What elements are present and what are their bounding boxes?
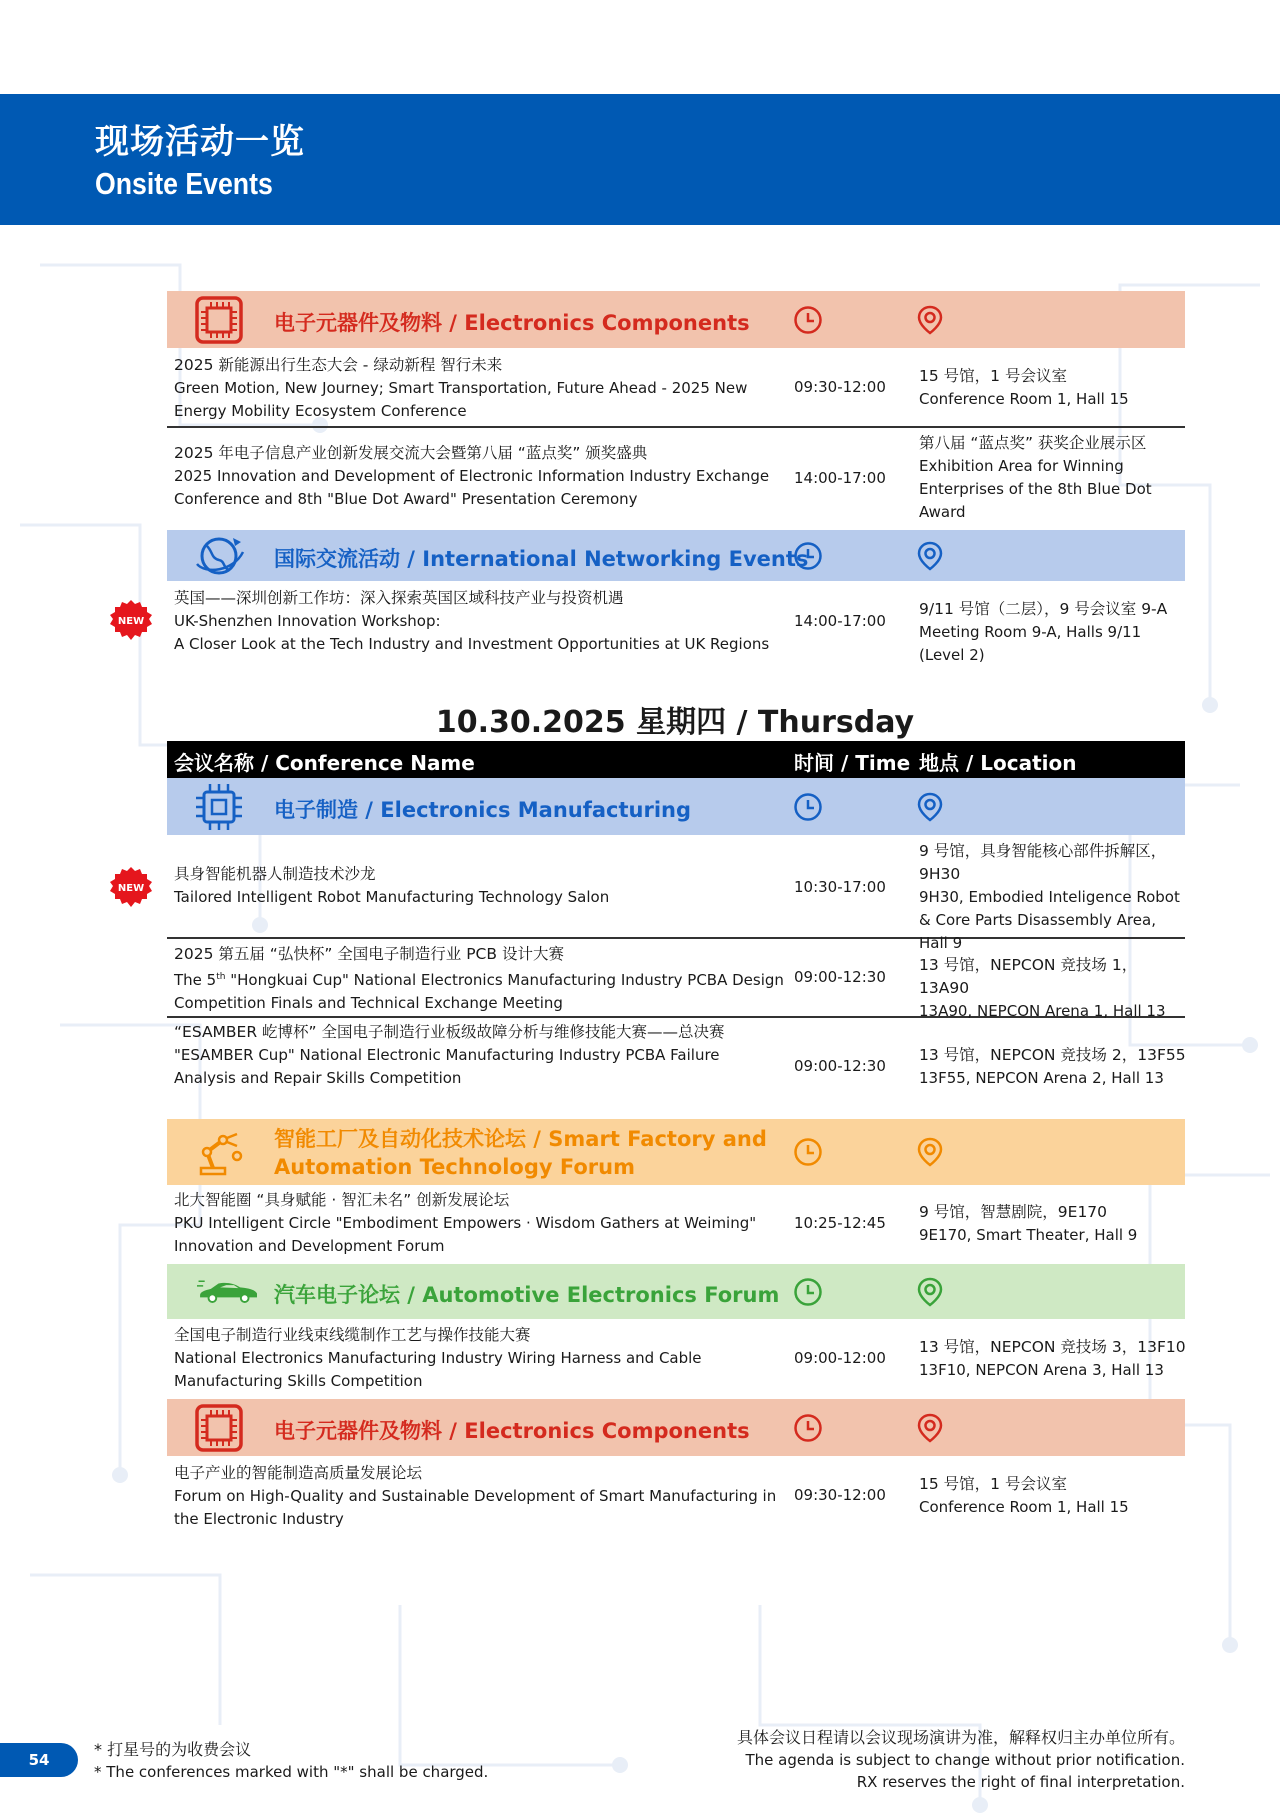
location-cn: 9 号馆，具身智能核心部件拆解区，9H30 [919,842,1167,883]
event-time: 09:00-12:00 [794,1349,886,1367]
new-badge-text: NEW [117,616,145,627]
clock-icon [793,1277,823,1307]
car-icon [175,1272,259,1312]
table-row [167,428,1185,530]
robot-arm-icon [193,1126,245,1178]
location-cn: 9/11 号馆（二层），9 号会议室 9-A [919,600,1168,618]
table-row [167,348,1185,428]
event-name-en: 2025 Innovation and Development of Electronic Information Industry Exchange Conference and 8th "Blue Dot Award" Presentation Ceremony [174,467,770,508]
table-row [167,1456,1185,1536]
category-international-networking [167,530,1185,581]
event-time: 09:30-12:00 [794,1486,886,1504]
event-name-en-ordinal: th [216,972,226,982]
event-name-en-prefix: The 5 [174,971,217,989]
event-name-cn: 具身智能机器人制造技术沙龙 [174,865,376,883]
location-cn: 13 号馆，NEPCON 竞技场 3，13F10 [919,1338,1186,1356]
header-location: 地点 / Location [919,751,1077,775]
event-time: 10:25-12:45 [794,1214,886,1232]
footnote-cn: * 打星号的为收费会议 [94,1740,252,1759]
table-row [167,1018,1185,1119]
location-cn: 15 号馆，1 号会议室 [919,367,1067,385]
location-en: 13A90, NEPCON Arena 1, Hall 13 [919,1002,1166,1020]
location-en: Conference Room 1, Hall 15 [919,1498,1129,1516]
table-row [167,1185,1185,1264]
table-row [167,581,1185,676]
location-pin-icon [916,1277,944,1307]
disclaimer-cn: 具体会议日程请以会议现场演讲为准，解释权归主办单位所有。 [736,1728,1185,1747]
location-cn: 9 号馆，智慧剧院，9E170 [919,1203,1108,1221]
event-name-en: UK-Shenzhen Innovation Workshop: [174,612,441,630]
event-time: 10:30-17:00 [794,878,886,896]
category-title-line-1: 智能工厂及自动化技术论坛 / Smart Factory and [274,1127,767,1151]
event-name-en-rest: "Hongkuai Cup" National Electronics Manufacturing Industry PCBA Design Competition Finals and Technical Exchange Meeting [174,971,784,1012]
category-title: 汽车电子论坛 / Automotive Electronics Forum [274,1283,780,1307]
table-row [167,835,1185,952]
event-name-en: Green Motion, New Journey; Smart Transportation, Future Ahead - 2025 New Energy Mobility Ecosystem Conference [174,379,748,420]
event-time: 09:00-12:30 [794,1057,886,1075]
location-en: Conference Room 1, Hall 15 [919,390,1129,408]
event-name-cn: 北大智能圈 “具身赋能 · 智汇未名” 创新发展论坛 [174,1191,510,1209]
location-en: Exhibition Area for Winning Enterprises of the 8th Blue Dot Award [919,457,1152,521]
disclaimer-en-1: The agenda is subject to change without prior notification. [745,1751,1185,1769]
event-name-en: PKU Intelligent Circle "Embodiment Empowers · Wisdom Gathers at Weiming" Innovation and Development Forum [174,1214,757,1255]
clock-icon [793,792,823,822]
location-cn: 13 号馆，NEPCON 竞技场 1，13A90 [919,956,1138,997]
category-electronics-manufacturing [167,778,1185,835]
event-name-cn: 电子产业的智能制造高质量发展论坛 [174,1464,423,1482]
location-pin-icon [916,305,944,335]
header-conference-name: 会议名称 / Conference Name [174,751,475,775]
category-title: 国际交流活动 / International Networking Events [274,547,809,571]
category-electronics-components [167,291,1185,348]
clock-icon [793,305,823,335]
event-name-en: National Electronics Manufacturing Industry Wiring Harness and Cable Manufacturing Skills Competition [174,1349,702,1390]
event-name-cn: 全国电子制造行业线束线缆制作工艺与操作技能大赛 [174,1326,531,1344]
event-time: 14:00-17:00 [794,469,886,487]
category-automotive-electronics [167,1264,1185,1319]
footnote-left [94,1739,488,1783]
location-en: 13F10, NEPCON Arena 3, Hall 13 [919,1361,1164,1379]
table-row [167,939,1185,1018]
table-row [167,1319,1185,1399]
location-en: Meeting Room 9-A, Halls 9/11 (Level 2) [919,623,1142,664]
location-cn: 第八届 “蓝点奖” 获奖企业展示区 [919,434,1147,452]
event-time: 09:30-12:00 [794,378,886,396]
location-en: 9H30, Embodied Inteligence Robot & Core Parts Disassembly Area, Hall 9 [919,888,1180,952]
new-badge [109,599,153,643]
location-pin-icon [916,1137,944,1167]
event-time: 14:00-17:00 [794,612,886,630]
location-cn: 13 号馆，NEPCON 竞技场 2，13F55 [919,1046,1186,1064]
location-en: 9E170, Smart Theater, Hall 9 [919,1226,1138,1244]
event-name-cn: 2025 年电子信息产业创新发展交流大会暨第八届 “蓝点奖” 颁奖盛典 [174,444,648,462]
event-name-en: Tailored Intelligent Robot Manufacturing Technology Salon [174,888,610,906]
new-badge-text: NEW [117,883,145,894]
event-name-cn: 英国——深圳创新工作坊：深入探索英国区域科技产业与投资机遇 [174,589,624,607]
clock-icon [793,541,823,571]
cpu-icon [193,781,245,833]
table-header [167,741,1185,778]
event-name-en: "ESAMBER Cup" National Electronic Manufacturing Industry PCBA Failure Analysis and Repair Skills Competition [174,1046,720,1087]
location-cn: 15 号馆，1 号会议室 [919,1475,1067,1493]
location-pin-icon [916,792,944,822]
page-title-en: Onsite Events [95,166,273,201]
category-title: 电子元器件及物料 / Electronics Components [274,1419,750,1443]
chip-icon [193,294,245,346]
chip-icon [193,1402,245,1454]
location-pin-icon [916,541,944,571]
footnote-en: * The conferences marked with "*" shall be charged. [94,1763,489,1781]
globe-plane-icon [193,530,245,582]
clock-icon [793,1137,823,1167]
day-title: 10.30.2025 星期四 / Thursday [435,705,915,740]
event-name-cn: 2025 第五届 “弘快杯” 全国电子制造行业 PCB 设计大赛 [174,945,564,963]
clock-icon [793,1413,823,1443]
location-pin-icon [916,1413,944,1443]
category-title: 电子元器件及物料 / Electronics Components [274,311,750,335]
new-badge [109,866,153,910]
event-name-cn: 2025 新能源出行生态大会 - 绿动新程 智行未来 [174,356,503,374]
event-name-en [174,966,786,1015]
disclaimer-en-2: RX reserves the right of final interpretation. [856,1773,1185,1791]
page-title-cn: 现场活动一览 [95,122,305,162]
category-title-line-2: Automation Technology Forum [274,1155,635,1179]
category-title: 电子制造 / Electronics Manufacturing [274,798,692,822]
category-electronics-components [167,1399,1185,1456]
header-time: 时间 / Time [794,751,911,775]
footnote-right [737,1727,1185,1793]
event-time: 09:00-12:30 [794,968,886,986]
event-name-en-2: A Closer Look at the Tech Industry and Investment Opportunities at UK Regions [174,635,770,653]
location-en: 13F55, NEPCON Arena 2, Hall 13 [919,1069,1164,1087]
event-name-en: Forum on High-Quality and Sustainable Development of Smart Manufacturing in the Electronic Industry [174,1487,777,1528]
page-number: 54 [0,1743,78,1777]
event-name-cn: “ESAMBER 屹博杯” 全国电子制造行业板级故障分析与维修技能大赛——总决赛 [174,1023,725,1041]
category-smart-factory [167,1119,1185,1185]
